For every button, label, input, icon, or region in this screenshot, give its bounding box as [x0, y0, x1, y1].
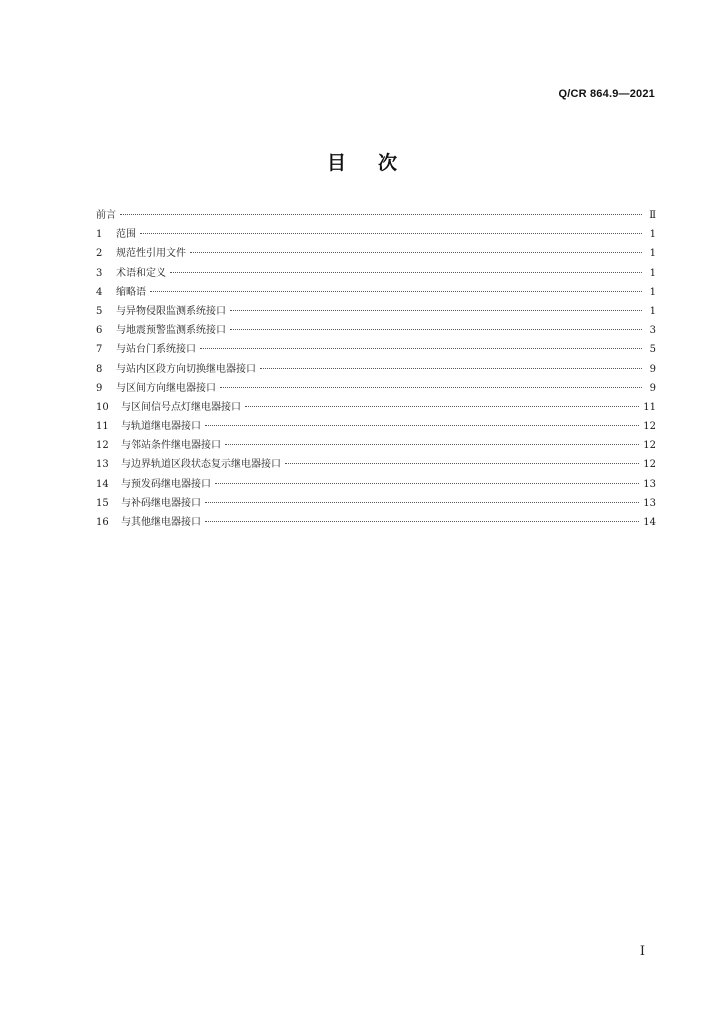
toc-entry-page: 12 — [643, 459, 656, 471]
toc-entry-label: 与区间方向继电器接口 — [116, 382, 216, 394]
dot-leader — [285, 463, 639, 464]
toc-entry-page: 9 — [649, 363, 656, 375]
toc-entry[interactable] — [96, 321, 656, 340]
toc-entry[interactable] — [96, 475, 656, 494]
toc-entry-number: 1 — [96, 229, 103, 241]
toc-entry-number: 2 — [96, 248, 103, 260]
toc-entry-label: 规范性引用文件 — [116, 248, 186, 260]
dot-leader — [150, 291, 642, 292]
toc-entry-label: 与轨道继电器接口 — [121, 421, 201, 433]
toc-entry-label: 与其他继电器接口 — [121, 517, 201, 528]
toc-entry[interactable] — [96, 494, 656, 513]
toc-entry-page: Ⅱ — [649, 210, 656, 221]
toc-entry[interactable] — [96, 283, 656, 302]
toc-entry-number: 3 — [96, 267, 103, 279]
toc-entry-page: 13 — [643, 478, 656, 490]
page-number: I — [639, 944, 645, 959]
dot-leader — [190, 252, 642, 253]
toc-entry[interactable] — [96, 360, 656, 379]
dot-leader — [200, 348, 642, 349]
toc-entry-label: 缩略语 — [116, 286, 146, 298]
dot-leader — [205, 521, 639, 522]
toc-entry[interactable] — [96, 398, 656, 417]
toc-entry-number: 9 — [96, 382, 103, 394]
toc-entry-page: 1 — [649, 229, 656, 241]
toc-entry-label: 与地震预警监测系统接口 — [116, 325, 226, 337]
toc-entry-number: 14 — [96, 478, 109, 490]
toc-entry-page: 12 — [643, 421, 656, 433]
toc-entry-label: 与补码继电器接口 — [121, 497, 201, 509]
toc-entry[interactable] — [96, 379, 656, 398]
toc-entry[interactable] — [96, 244, 656, 263]
dot-leader — [215, 483, 639, 484]
table-of-contents — [96, 206, 656, 532]
toc-entry-number: 16 — [96, 517, 109, 528]
toc-entry-page: 11 — [643, 401, 656, 413]
toc-entry-number: 7 — [96, 344, 103, 356]
toc-entry-number: 11 — [96, 421, 109, 433]
dot-leader — [120, 214, 642, 215]
dot-leader — [170, 272, 642, 273]
toc-entry[interactable] — [96, 455, 656, 474]
toc-entry-label: 与异物侵限监测系统接口 — [116, 305, 226, 317]
toc-entry-number: 12 — [96, 440, 109, 452]
toc-entry-number: 15 — [96, 497, 109, 509]
toc-entry-label: 与站内区段方向切换继电器接口 — [116, 363, 256, 375]
document-id: Q/CR 864.9—2021 — [558, 88, 655, 100]
toc-entry-page: 14 — [643, 517, 656, 528]
toc-entry[interactable] — [96, 225, 656, 244]
dot-leader — [225, 444, 639, 445]
toc-entry-page: 9 — [649, 382, 656, 394]
dot-leader — [205, 502, 639, 503]
toc-entry-page: 1 — [649, 267, 656, 279]
toc-entry[interactable] — [96, 513, 656, 532]
toc-entry-page: 13 — [643, 497, 656, 509]
toc-entry-number: 5 — [96, 305, 103, 317]
toc-entry-label: 与预发码继电器接口 — [121, 478, 211, 490]
dot-leader — [220, 387, 642, 388]
toc-entry-label: 术语和定义 — [116, 267, 166, 279]
toc-entry-label: 与邻站条件继电器接口 — [121, 440, 221, 452]
toc-entry-label: 与区间信号点灯继电器接口 — [121, 401, 241, 413]
dot-leader — [245, 406, 639, 407]
toc-entry-page: 12 — [643, 440, 656, 452]
toc-entry-page: 3 — [649, 325, 656, 337]
toc-entry[interactable] — [96, 417, 656, 436]
toc-entry-page: 1 — [649, 305, 656, 317]
toc-entry-number: 10 — [96, 401, 109, 413]
toc-entry-label: 范围 — [116, 229, 136, 241]
toc-entry-label: 与站台门系统接口 — [116, 344, 196, 356]
toc-entry-page: 5 — [649, 344, 656, 356]
toc-entry[interactable] — [96, 264, 656, 283]
dot-leader — [205, 425, 639, 426]
toc-entry[interactable] — [96, 302, 656, 321]
toc-entry-label: 与边界轨道区段状态复示继电器接口 — [121, 459, 281, 471]
dot-leader — [230, 329, 642, 330]
toc-entry-page: 1 — [649, 248, 656, 260]
dot-leader — [140, 233, 642, 234]
toc-title: 目次 — [326, 152, 429, 174]
toc-entry[interactable] — [96, 436, 656, 455]
dot-leader — [260, 368, 642, 369]
toc-entry-number: 4 — [96, 286, 103, 298]
toc-entry-number: 6 — [96, 325, 103, 337]
dot-leader — [230, 310, 642, 311]
toc-entry-number: 8 — [96, 363, 103, 375]
toc-entry[interactable] — [96, 340, 656, 359]
toc-entry-label: 前言 — [96, 210, 116, 221]
toc-entry-page: 1 — [649, 286, 656, 298]
toc-entry[interactable] — [96, 206, 656, 225]
toc-entry-number: 13 — [96, 459, 109, 471]
